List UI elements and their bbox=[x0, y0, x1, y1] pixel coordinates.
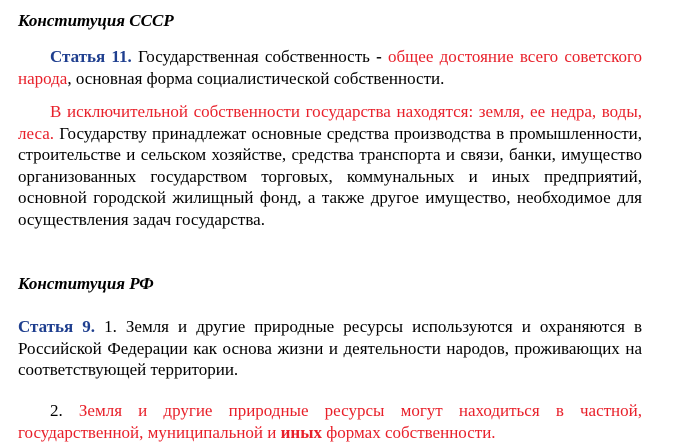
rf-article-9-highlight-bold: иных bbox=[280, 422, 323, 442]
ussr-state-property-text: Государству принадлежат основные средства производства в промышленности, строительстве и сельском хозяйстве, средства транспорта и связи, банки, имущество организованных государством торговых, коммунальных и иных предприятий, основной городской жилищный фонд, а также другое имущество, необходимое для осуществления задач государства. bbox=[18, 123, 642, 229]
ussr-article-11-paragraph-2 bbox=[18, 101, 642, 230]
ussr-constitution-heading: Конституция СССР bbox=[18, 11, 174, 30]
ussr-article-11-text-1: Государственная собственность bbox=[131, 47, 377, 66]
ussr-article-11-label: Статья 11. bbox=[50, 47, 132, 66]
rf-constitution-heading: Конституция РФ bbox=[18, 274, 154, 293]
ussr-article-11-text-3: , основная форма социалистической собственности. bbox=[67, 68, 445, 88]
rf-article-9-paragraph-2 bbox=[18, 400, 642, 443]
ussr-exclusive-property-highlight: В исключительной собственности государства находятся: земля, ее недра, воды, леса. bbox=[18, 102, 642, 143]
ussr-article-11-paragraph bbox=[18, 46, 642, 89]
rf-article-9-highlight-1: Земля и другие природные ресурсы могут находиться в частной, государственной, муниципальной и bbox=[18, 401, 642, 442]
rf-article-9-item-number: 2. bbox=[50, 401, 79, 420]
ussr-article-11-highlight: общее достояние всего советского народа bbox=[18, 47, 643, 88]
ussr-article-11-dash: - bbox=[376, 47, 382, 66]
rf-article-9-label: Статья 9. bbox=[18, 317, 96, 336]
rf-article-9-paragraph bbox=[18, 316, 642, 381]
rf-article-9-highlight-2: формах собственности. bbox=[322, 422, 496, 442]
rf-article-9-text: 1. Земля и другие природные ресурсы используются и охраняются в Российской Федерации как основа жизни и деятельности народов, проживающих на соответствующей территории. bbox=[18, 317, 642, 379]
